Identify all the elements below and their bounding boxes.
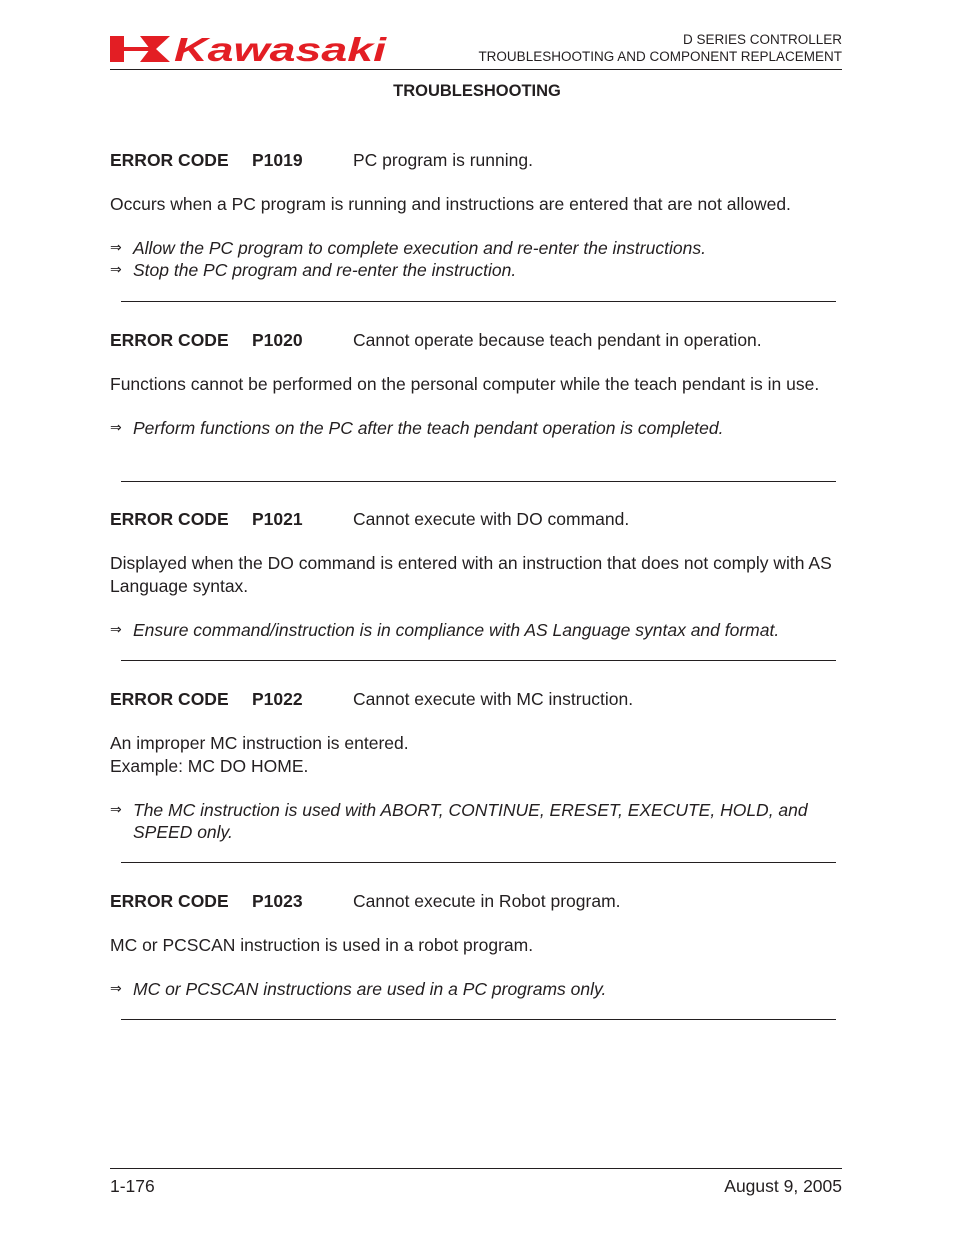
error-code-line [110, 148, 845, 172]
remedy-list [110, 237, 845, 281]
remedy-text: The MC instruction is used with ABORT, CONTINUE, ERESET, EXECUTE, HOLD, and SPEED only. [133, 800, 808, 842]
remedy-list [110, 978, 845, 1000]
error-code-line [110, 507, 845, 531]
remedy-list [110, 417, 845, 439]
remedy-text: MC or PCSCAN instructions are used in a PC programs only. [133, 979, 607, 999]
remedy-text: Ensure command/instruction is in compliance with AS Language syntax and format. [133, 620, 780, 640]
error-code-line [110, 328, 845, 352]
arrow-icon: ⇒ [110, 240, 122, 256]
error-description [110, 193, 845, 216]
error-description [110, 732, 845, 778]
error-code-label: ERROR CODE [110, 150, 229, 170]
remedy-item [110, 417, 845, 439]
header-line-1: D SERIES CONTROLLER [682, 32, 842, 47]
remedy-item [110, 619, 845, 641]
error-description [110, 552, 845, 598]
error-code-number: P1022 [252, 689, 303, 709]
separator-line [121, 301, 836, 302]
error-message: Cannot execute in Robot program. [353, 891, 621, 911]
header-titles [478, 31, 842, 65]
footer-date: August 9, 2005 [724, 1176, 842, 1196]
error-entry-p1019 [110, 148, 845, 281]
error-entry-p1020 [110, 328, 845, 439]
remedy-text: Stop the PC program and re-enter the instruction. [133, 260, 517, 280]
error-code-number: P1023 [252, 891, 303, 911]
description-line: Example: MC DO HOME. [110, 756, 309, 776]
separator-line [121, 1019, 836, 1020]
remedy-item [110, 978, 845, 1000]
error-code-number: P1019 [252, 150, 303, 170]
arrow-icon: ⇒ [110, 981, 122, 997]
description-line: Occurs when a PC program is running and instructions are entered that are not allowed. [110, 194, 791, 214]
error-entry-p1022 [110, 687, 845, 843]
arrow-icon: ⇒ [110, 420, 122, 436]
description-line: MC or PCSCAN instruction is used in a robot program. [110, 935, 534, 955]
error-entry-p1023 [110, 889, 845, 1000]
error-description [110, 934, 845, 957]
error-code-label: ERROR CODE [110, 509, 229, 529]
kawasaki-logo [110, 34, 388, 64]
error-code-number: P1021 [252, 509, 303, 529]
separator-line [121, 481, 836, 482]
page-number: 1-176 [110, 1176, 155, 1196]
error-code-label: ERROR CODE [110, 689, 229, 709]
arrow-icon: ⇒ [110, 802, 122, 818]
footer-rule [110, 1168, 842, 1169]
arrow-icon: ⇒ [110, 262, 122, 278]
error-code-number: P1020 [252, 330, 303, 350]
error-entry-p1021 [110, 507, 845, 641]
remedy-item [110, 237, 845, 259]
error-description [110, 373, 845, 396]
remedy-text: Perform functions on the PC after the teach pendant operation is completed. [133, 418, 724, 438]
kawasaki-logo-icon [110, 34, 388, 64]
error-code-line [110, 889, 845, 913]
separator-line [121, 660, 836, 661]
section-title: TROUBLESHOOTING [393, 82, 561, 100]
error-message: PC program is running. [353, 150, 533, 170]
header-line-2: TROUBLESHOOTING AND COMPONENT REPLACEMENT [478, 49, 842, 64]
remedy-list [110, 799, 845, 843]
error-code-label: ERROR CODE [110, 330, 229, 350]
brand-wordmark: Kawasaki [174, 34, 388, 64]
remedy-list [110, 619, 845, 641]
error-message: Cannot execute with MC instruction. [353, 689, 634, 709]
header-rule [110, 69, 842, 70]
error-message: Cannot operate because teach pendant in operation. [353, 330, 762, 350]
separator-line [121, 862, 836, 863]
error-code-label: ERROR CODE [110, 891, 229, 911]
error-message: Cannot execute with DO command. [353, 509, 630, 529]
description-line: An improper MC instruction is entered. [110, 733, 409, 753]
remedy-item [110, 799, 845, 843]
arrow-icon: ⇒ [110, 622, 122, 638]
description-line: Displayed when the DO command is entered with an instruction that does not comply with AS Language syntax. [110, 553, 832, 596]
remedy-item [110, 259, 845, 281]
remedy-text: Allow the PC program to complete execution and re-enter the instructions. [133, 238, 706, 258]
error-code-line [110, 687, 845, 711]
description-line: Functions cannot be performed on the personal computer while the teach pendant is in use. [110, 374, 820, 394]
